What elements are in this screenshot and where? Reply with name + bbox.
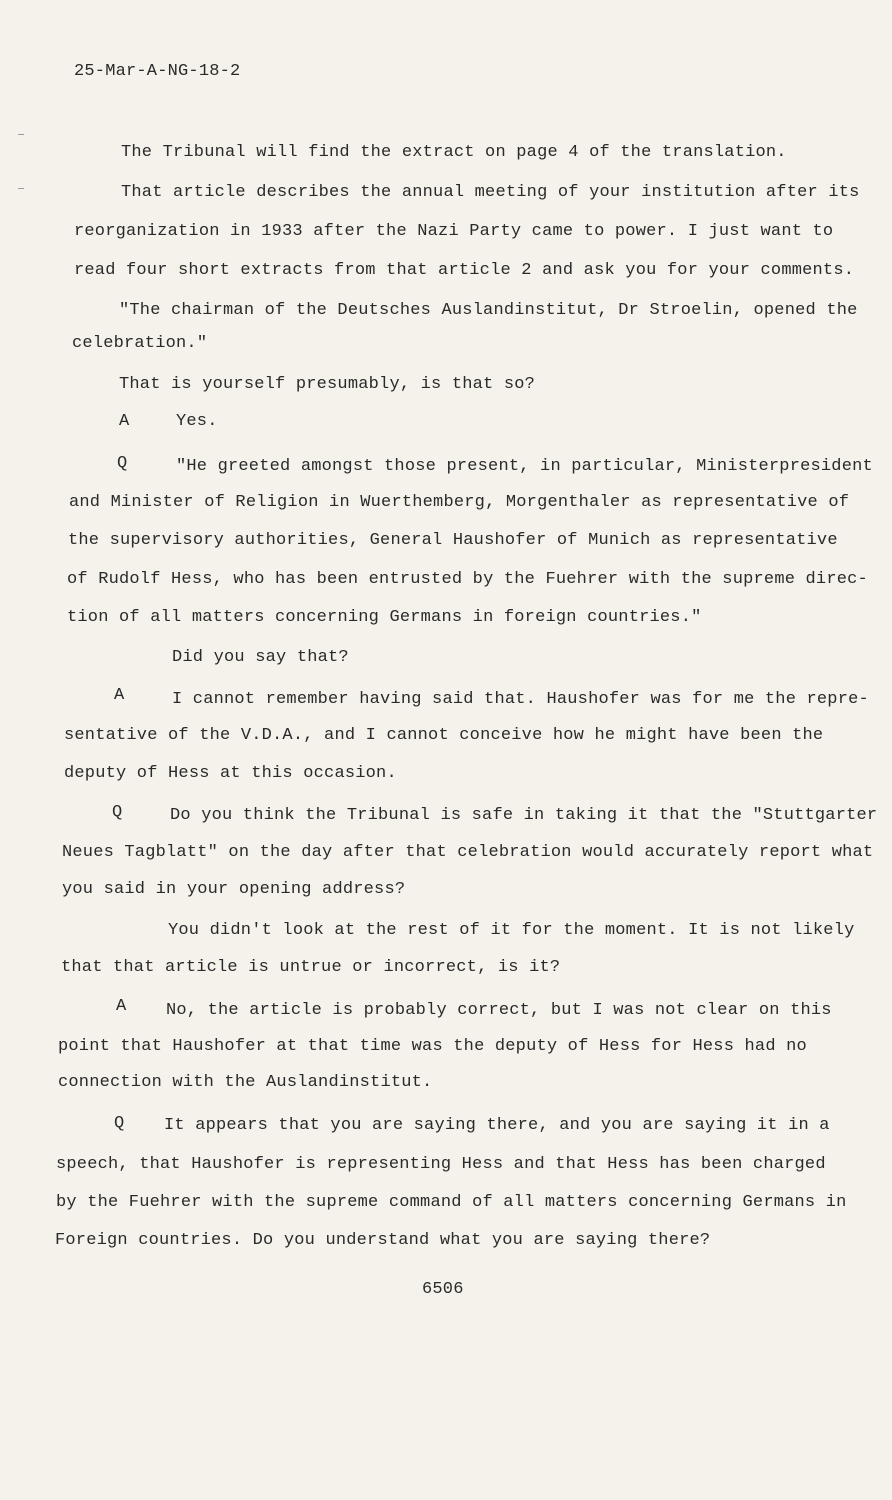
text-line: deputy of Hess at this occasion. — [64, 764, 397, 783]
text-line: tion of all matters concerning Germans in foreign countries." — [67, 608, 702, 627]
text-line: by the Fuehrer with the supreme command of all matters concerning Germans in — [56, 1193, 847, 1212]
text-line: that that article is untrue or incorrect, is it? — [61, 958, 561, 977]
margin-mark — [18, 134, 24, 135]
text-line: of Rudolf Hess, who has been entrusted by the Fuehrer with the supreme direc- — [67, 570, 868, 589]
speaker-answer: A — [114, 686, 125, 705]
text-line: Foreign countries. Do you understand what you are saying there? — [55, 1231, 711, 1250]
speaker-question: Q — [112, 803, 123, 822]
text-line: and Minister of Religion in Wuerthemberg, Morgenthaler as representative of — [69, 493, 850, 512]
text-line: the supervisory authorities, General Haushofer of Munich as representative — [68, 531, 838, 550]
document-id: 25-Mar-A-NG-18-2 — [74, 62, 241, 81]
page-number: 6506 — [422, 1280, 464, 1299]
text-line: reorganization in 1933 after the Nazi Party came to power. I just want to — [74, 222, 834, 241]
text-line: Do you think the Tribunal is safe in taking it that the "Stuttgarter — [170, 806, 878, 825]
text-line: celebration." — [72, 334, 208, 353]
margin-mark — [18, 188, 24, 189]
speaker-question: Q — [114, 1114, 125, 1133]
text-line: I cannot remember having said that. Haushofer was for me the repre- — [172, 690, 869, 709]
text-line: No, the article is probably correct, but I was not clear on this — [166, 1001, 832, 1020]
text-line: read four short extracts from that article 2 and ask you for your comments. — [74, 261, 855, 280]
text-line: you said in your opening address? — [62, 880, 406, 899]
speaker-answer: A — [119, 412, 130, 431]
text-line: It appears that you are saying there, and you are saying it in a — [164, 1116, 830, 1135]
text-line: You didn't look at the rest of it for the moment. It is not likely — [168, 921, 855, 940]
speaker-answer: A — [116, 997, 127, 1016]
text-line: Did you say that? — [172, 648, 349, 667]
text-line: The Tribunal will find the extract on page 4 of the translation. — [121, 143, 787, 162]
text-line: That article describes the annual meeting of your institution after its — [121, 183, 860, 202]
text-line: connection with the Auslandinstitut. — [58, 1073, 433, 1092]
text-line: "The chairman of the Deutsches Auslandinstitut, Dr Stroelin, opened the — [119, 301, 858, 320]
text-line: Yes. — [176, 412, 218, 431]
text-line: That is yourself presumably, is that so? — [119, 375, 536, 394]
text-line: speech, that Haushofer is representing Hess and that Hess has been charged — [56, 1155, 826, 1174]
speaker-question: Q — [117, 454, 128, 473]
text-line: point that Haushofer at that time was the deputy of Hess for Hess had no — [58, 1037, 807, 1056]
text-line: sentative of the V.D.A., and I cannot conceive how he might have been the — [64, 726, 824, 745]
text-line: "He greeted amongst those present, in particular, Ministerpresident — [176, 457, 873, 476]
text-line: Neues Tagblatt" on the day after that celebration would accurately report what — [62, 843, 874, 862]
